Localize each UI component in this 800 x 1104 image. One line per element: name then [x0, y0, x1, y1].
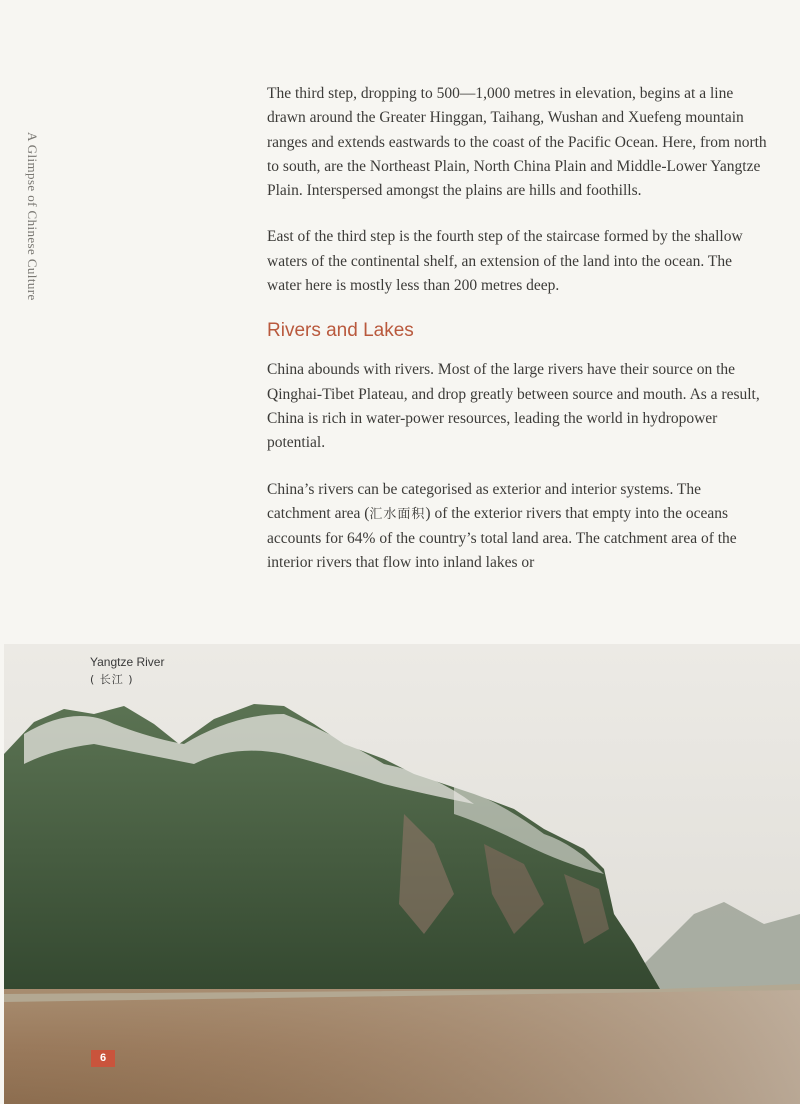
chinese-term: 汇水面积	[369, 506, 426, 522]
photo-caption	[90, 653, 164, 689]
caption-english: Yangtze River	[90, 655, 165, 669]
paragraph-fourth-step: East of the third step is the fourth step of the staircase formed by the shallow waters of the continental shelf, an extension of the land into the ocean. The water here is mostly less than 200 metres deep.	[267, 228, 743, 295]
paragraph-river-systems	[267, 478, 767, 576]
section-heading: Rivers and Lakes	[267, 320, 414, 342]
caption-chinese: ( 长江 )	[90, 673, 134, 686]
yangtze-river-photo	[4, 644, 800, 1104]
page-number: 6	[91, 1050, 115, 1067]
paragraph-rivers: China abounds with rivers. Most of the large rivers have their source on the Qinghai-Tibet Plateau, and drop greatly between source and mouth. As a result, China is rich in water-power resources, leading the world in hydropower potential.	[267, 361, 760, 452]
article-body	[267, 82, 767, 598]
paragraph-text-start: China’s rivers can be categorised as exterior and interior systems. The catchment area (	[267, 480, 702, 522]
running-title: A Glimpse of Chinese Culture	[25, 132, 40, 301]
paragraph-text-end: ) of the exterior rivers that empty into the oceans accounts for 64% of the country’s total land area. The catchment area of the interior rivers that flow into inland lakes or	[267, 504, 737, 572]
paragraph-third-step: The third step, dropping to 500—1,000 metres in elevation, begins at a line drawn around the Greater Hinggan, Taihang, Wushan and Xuefeng mountain ranges and extends eastwards to the coast of the Pacific Ocean. Here, from north to south, are the Northeast Plain, North China Plain and Middle-Lower Yangtze Plain. Interspersed amongst the plains are hills and foothills.	[267, 85, 767, 200]
